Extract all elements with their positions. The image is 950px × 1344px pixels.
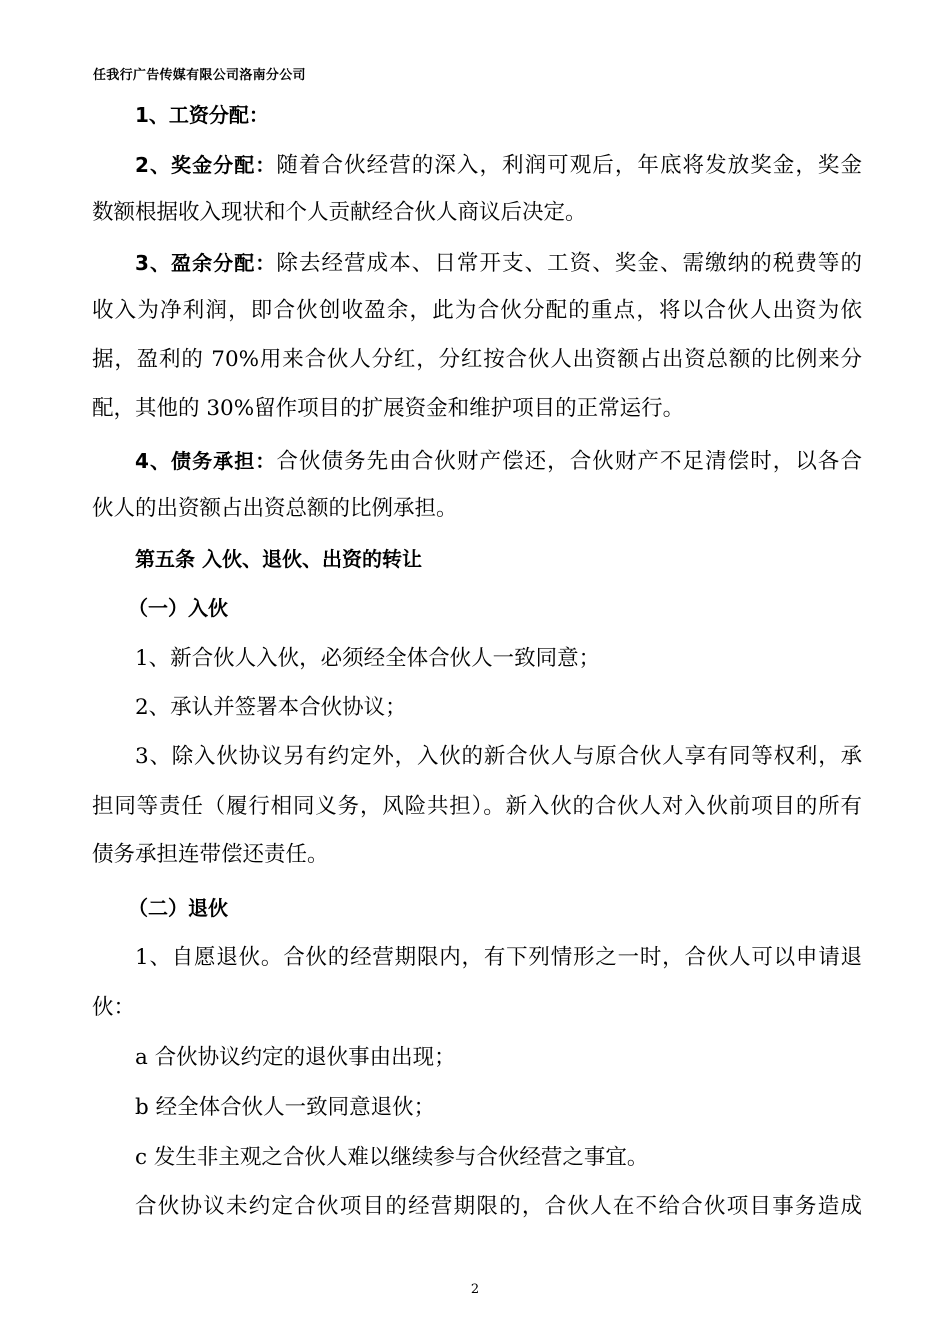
debt-paragraph (135, 446, 862, 477)
withdraw-case-b: b 经全体合伙人一致同意退伙； (135, 1095, 436, 1120)
page-number: 2 (470, 1282, 480, 1297)
withdraw-last-line: 合伙协议未约定合伙项目的经营期限的，合伙人在不给合伙项目事务造成 (135, 1194, 862, 1219)
wage-paragraph (135, 100, 862, 131)
surplus-text: 除去经营成本、日常开支、工资、奖金、需缴纳的税费等的 (276, 251, 862, 276)
withdraw-item-1-line2: 伙： (92, 995, 136, 1020)
join-item-2: 2、承认并签署本合伙协议； (135, 695, 407, 720)
bonus-text: 随着合伙经营的深入，利润可观后，年底将发放奖金，奖金 (276, 153, 862, 178)
bonus-text-line2: 数额根据收入现状和个人贡献经合伙人商议后决定。 (92, 200, 587, 225)
debt-text: 合伙债务先由合伙财产偿还，合伙财产不足清偿时，以各合 (276, 449, 862, 474)
bonus-label: 2、奖金分配： (135, 153, 277, 177)
surplus-text-line2: 收入为净利润，即合伙创收盈余，此为合伙分配的重点，将以合伙人出资为依 (92, 298, 862, 323)
debt-text-line2: 伙人的出资额占出资总额的比例承担。 (92, 496, 458, 521)
article5-title: 第五条 入伙、退伙、出资的转让 (135, 547, 422, 571)
withdraw-case-a: a 合伙协议约定的退伙事由出现； (135, 1045, 456, 1070)
surplus-label: 3、盈余分配： (135, 251, 277, 275)
join-heading: （一）入伙 (128, 596, 228, 620)
join-item-3-line1: 3、除入伙协议另有约定外，入伙的新合伙人与原合伙人享有同等权利，承 (135, 744, 862, 769)
surplus-paragraph (135, 248, 862, 279)
debt-label: 4、债务承担： (135, 449, 277, 473)
page-header: 任我行广告传媒有限公司洛南分公司 (93, 68, 306, 83)
wage-label: 1、工资分配： (135, 103, 269, 127)
surplus-text-line3: 据，盈利的 70%用来合伙人分红，分红按合伙人出资额占出资总额的比例来分 (92, 347, 862, 372)
join-item-1: 1、新合伙人入伙，必须经全体合伙人一致同意； (135, 646, 601, 671)
withdraw-item-1-line1: 1、自愿退伙。合伙的经营期限内，有下列情形之一时，合伙人可以申请退 (135, 945, 862, 970)
withdraw-heading: （二）退伙 (128, 896, 228, 920)
join-item-3-line3: 债务承担连带偿还责任。 (92, 842, 329, 867)
withdraw-case-c: c 发生非主观之合伙人难以继续参与合伙经营之事宜。 (135, 1145, 649, 1170)
join-item-3-line2: 担同等责任（履行相同义务，风险共担）。新入伙的合伙人对入伙前项目的所有 (92, 794, 862, 819)
surplus-text-line4: 配，其他的 30%留作项目的扩展资金和维护项目的正常运行。 (92, 396, 685, 421)
bonus-paragraph (135, 150, 862, 181)
